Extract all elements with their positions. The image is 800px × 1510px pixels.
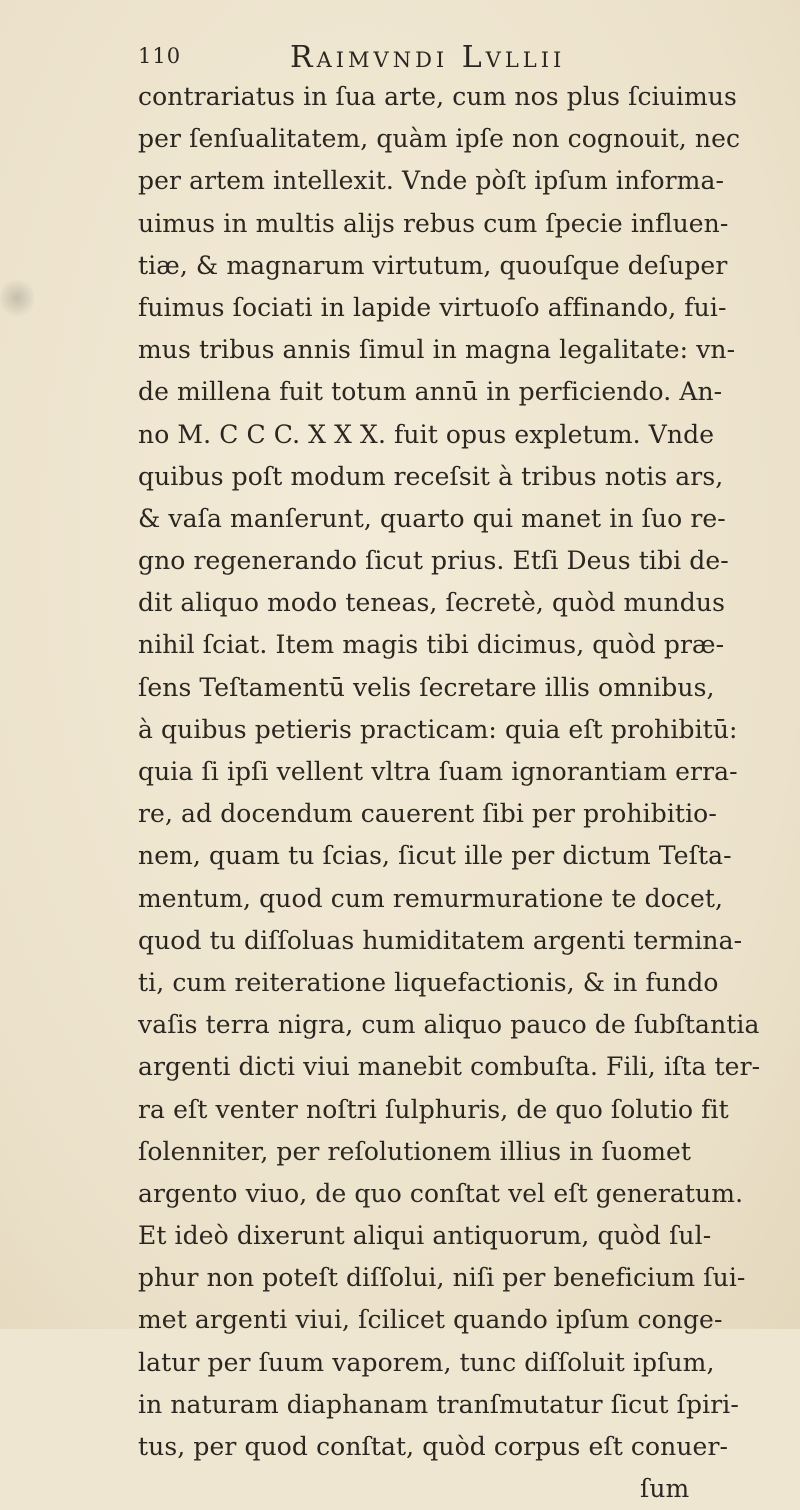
text-line: latur per ſuum vaporem, tunc diſſoluit ipſum,	[138, 1347, 715, 1377]
text-block	[138, 76, 798, 1510]
text-line: ſens Teſtamentū velis ſecretare illis omnibus,	[138, 672, 715, 702]
text-line: argento viuo, de quo conſtat vel eſt generatum.	[138, 1178, 744, 1208]
page-header	[138, 40, 698, 74]
text-line: uimus in multis alijs rebus cum ſpecie influen-	[138, 208, 729, 238]
text-line: quod tu diſſoluas humiditatem argenti termina-	[138, 925, 743, 955]
text-line: ti, cum reiteratione liquefactionis, & in fundo	[138, 967, 719, 997]
catchword: ſum	[640, 1474, 690, 1504]
text-line: phur non poteſt diſſolui, niſi per beneficium ſui-	[138, 1263, 746, 1293]
text-line: mentum, quod cum remurmuratione te docet,	[138, 883, 724, 913]
text-line: ſolenniter, per reſolutionem illius in ſuomet	[138, 1136, 692, 1166]
ink-smudge	[0, 276, 34, 320]
text-line: dit aliquo modo teneas, ſecretè, quòd mundus	[138, 588, 725, 618]
running-title: Raimvndi Lvllii	[290, 40, 566, 75]
text-line: met argenti viui, ſcilicet quando ipſum conge-	[138, 1305, 723, 1335]
text-line: ra eſt venter noſtri ſulphuris, de quo ſolutio fit	[138, 1094, 729, 1124]
text-line: argenti dicti viui manebit combuſta. Fili, iſta ter-	[138, 1052, 761, 1082]
text-line: contrariatus in ſua arte, cum nos plus ſciuimus	[138, 82, 737, 111]
text-line: de millena fuit totum annū in perficiendo. An-	[138, 377, 723, 407]
text-line: re, ad docendum cauerent ſibi per prohibitio-	[138, 799, 717, 829]
text-line: & vaſa manſerunt, quarto qui manet in ſuo re-	[138, 503, 726, 533]
text-line: no M. C C C. X X X. fuit opus expletum. Vnde	[138, 419, 715, 449]
text-line: quia ſi ipſi vellent vltra ſuam ignorantiam erra-	[138, 757, 738, 786]
text-line: quibus poſt modum receſsit à tribus notis ars,	[138, 461, 724, 491]
text-line: mus tribus annis ſimul in magna legalitate: vn-	[138, 335, 736, 365]
text-line: vaſis terra nigra, cum aliquo pauco de ſubſtantia	[138, 1010, 760, 1040]
text-line: in naturam diaphanam tranſmutatur ſicut ſpiri-	[138, 1389, 739, 1419]
page-number: 110	[138, 44, 182, 68]
text-line: à quibus petieris practicam: quia eſt prohibitū:	[138, 714, 738, 744]
text-line: gno regenerando ſicut prius. Etſi Deus tibi de-	[138, 546, 729, 576]
text-line: tus, per quod conſtat, quòd corpus eſt conuer-	[138, 1432, 729, 1461]
text-line: Et ideò dixerunt aliqui antiquorum, quòd ſul-	[138, 1221, 712, 1251]
text-line: per artem intellexit. Vnde pòſt ipſum informa-	[138, 166, 725, 196]
text-line: nem, quam tu ſcias, ſicut ille per dictum Teſta-	[138, 841, 732, 871]
text-line: tiæ, & magnarum virtutum, quouſque deſuper	[138, 250, 728, 280]
text-line: fuimus ſociati in lapide virtuoſo affinando, fui-	[138, 292, 727, 322]
text-line: per ſenſualitatem, quàm ipſe non cognouit, nec	[138, 124, 741, 154]
text-line: nihil ſciat. Item magis tibi dicimus, quòd præ-	[138, 630, 725, 660]
